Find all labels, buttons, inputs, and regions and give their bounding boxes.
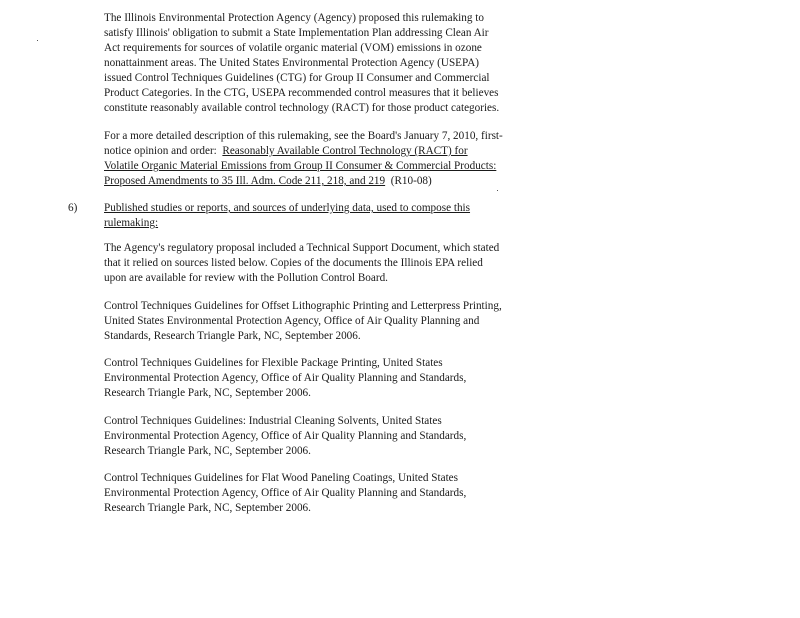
description-line: For a more detailed description of this rulemaking, see the Board's January 7, 2010, first- <box>104 130 503 142</box>
intro-line: The Illinois Environmental Protection Agency (Agency) proposed this rulemaking to <box>104 12 484 24</box>
intro-line: satisfy Illinois' obligation to submit a State Implementation Plan addressing Clean Air <box>104 27 489 39</box>
intro-line: Product Categories. In the CTG, USEPA recommended control measures that it believes <box>104 87 499 99</box>
reference-entry <box>104 414 544 459</box>
reference-line: Environmental Protection Agency, Office of Air Quality Planning and Standards, <box>104 372 467 384</box>
citation-title-part2: Volatile Organic Material Emissions from Group II Consumer & Commercial Products: <box>104 160 497 172</box>
item6-heading-line: rulemaking: <box>104 217 159 229</box>
citation-title-part1: Reasonably Available Control Technology (RACT) for <box>222 145 468 157</box>
agency-note-line: upon are available for review with the Pollution Control Board. <box>104 272 388 284</box>
agency-note-paragraph <box>104 241 544 286</box>
description-paragraph <box>104 129 544 189</box>
reference-line: Research Triangle Park, NC, September 2006. <box>104 387 311 399</box>
intro-line: constitute reasonably available control technology (RACT) for those product categories. <box>104 102 500 114</box>
reference-entry <box>104 299 544 344</box>
agency-note-line: The Agency's regulatory proposal included a Technical Support Document, which stated <box>104 242 500 254</box>
scan-speck <box>497 190 498 191</box>
docket-number: (R10-08) <box>385 175 432 187</box>
intro-line: nonattainment areas. The United States Environmental Protection Agency (USEPA) <box>104 57 480 69</box>
citation-title-part3: Proposed Amendments to 35 Ill. Adm. Code 211, 218, and 219 <box>104 175 386 187</box>
intro-line: issued Control Techniques Guidelines (CTG) for Group II Consumer and Commercial <box>104 72 490 84</box>
scan-speck <box>37 40 38 41</box>
reference-entry <box>104 471 544 516</box>
description-line <box>104 174 544 189</box>
item-number: 6) <box>68 202 78 214</box>
reference-line: Control Techniques Guidelines for Flexible Package Printing, United States <box>104 357 443 369</box>
description-prefix: notice opinion and order: <box>104 145 223 157</box>
reference-line: Research Triangle Park, NC, September 2006. <box>104 445 311 457</box>
description-line <box>104 144 544 159</box>
reference-line: Research Triangle Park, NC, September 2006. <box>104 502 311 514</box>
reference-line: Environmental Protection Agency, Office of Air Quality Planning and Standards, <box>104 430 467 442</box>
reference-line: Control Techniques Guidelines: Industrial Cleaning Solvents, United States <box>104 415 442 427</box>
intro-paragraph <box>104 11 544 116</box>
reference-line: Control Techniques Guidelines for Offset Lithographic Printing and Letterpress Printing, <box>104 300 502 312</box>
agency-note-line: that it relied on sources listed below. Copies of the documents the Illinois EPA relied <box>104 257 483 269</box>
description-line <box>104 159 544 174</box>
item6-heading-line: Published studies or reports, and sources of underlying data, used to compose this <box>104 202 471 214</box>
intro-line: Act requirements for sources of volatile organic material (VOM) emissions in ozone <box>104 42 482 54</box>
reference-entry <box>104 356 544 401</box>
reference-line: United States Environmental Protection Agency, Office of Air Quality Planning and <box>104 315 480 327</box>
reference-line: Standards, Research Triangle Park, NC, September 2006. <box>104 330 361 342</box>
item6-heading <box>104 201 544 231</box>
reference-line: Control Techniques Guidelines for Flat Wood Paneling Coatings, United States <box>104 472 458 484</box>
reference-line: Environmental Protection Agency, Office of Air Quality Planning and Standards, <box>104 487 467 499</box>
